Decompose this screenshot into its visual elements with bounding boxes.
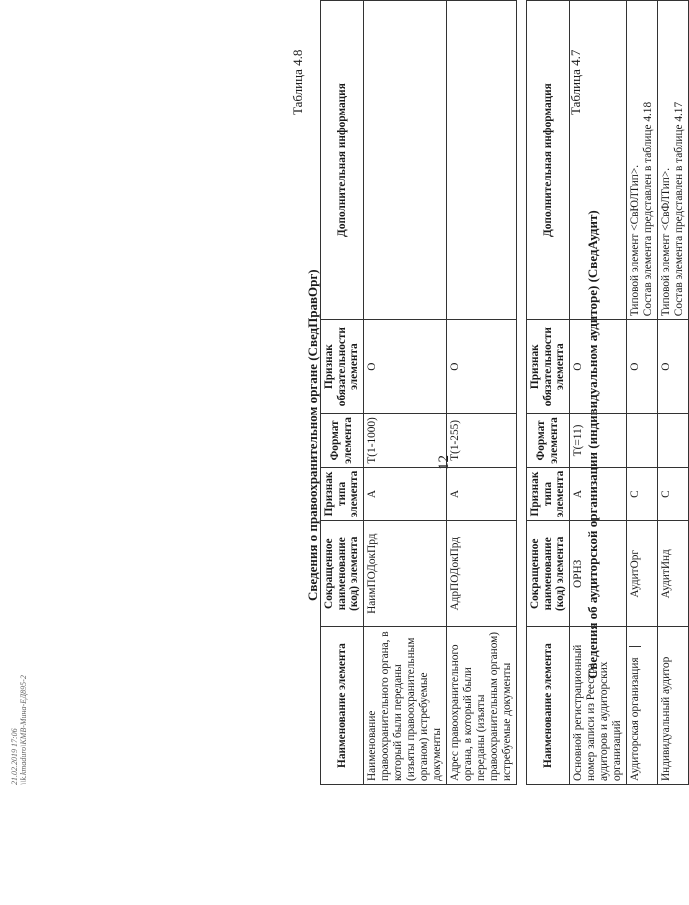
- cell-name-text: Аудиторская организация: [628, 657, 641, 781]
- cell-format: T(1-255): [446, 414, 516, 468]
- cell-required: О: [626, 320, 657, 414]
- table-label-4-8: Таблица 4.8: [290, 49, 305, 115]
- table-header-row: [321, 1, 364, 785]
- print-stamp-path: \\k.kmaduro\КМВ-Мина-ЕД895-2: [19, 675, 28, 785]
- header-code: Сокращенное наименование (код) элемента: [321, 521, 364, 627]
- cell-code: АудитОрг: [626, 521, 657, 627]
- cell-note: [657, 1, 688, 320]
- table-row: [657, 1, 688, 785]
- cell-format: [657, 414, 688, 468]
- header-format: Формат элемента: [527, 414, 570, 468]
- page-number: 12: [436, 455, 452, 470]
- table-title-4-7: Сведения об аудиторской организации (индивидуальном аудиторе) (СведАудит): [585, 210, 600, 679]
- cell-note: [446, 1, 516, 320]
- cell-name: [626, 627, 657, 785]
- cell-code: НаимПОДокПрд: [363, 521, 446, 627]
- note-line: Типовой элемент <СвФЛТип>.: [659, 167, 672, 317]
- header-note: Дополнительная информация: [321, 1, 364, 320]
- header-required: Признак обязательности элемента: [321, 320, 364, 414]
- table-label-4-7: Таблица 4.7: [568, 49, 583, 115]
- note-line: Состав элемента представлен в таблице 4.17: [672, 101, 685, 317]
- cell-required: О: [569, 320, 626, 414]
- cell-required: О: [446, 320, 516, 414]
- table-row: [569, 1, 626, 785]
- cell-name: Индивидуальный аудитор: [657, 627, 688, 785]
- table-row: [626, 1, 657, 785]
- cell-note: [569, 1, 626, 320]
- cell-code: ОРНЗ: [569, 521, 626, 627]
- header-type: Признак типа элемента: [527, 467, 570, 521]
- table-row: [363, 1, 446, 785]
- cell-code: АудитИнд: [657, 521, 688, 627]
- header-required: Признак обязательности элемента: [527, 320, 570, 414]
- header-format: Формат элемента: [321, 414, 364, 468]
- table-4-8: [320, 0, 517, 785]
- cell-code: АдрПОДокПрд: [446, 521, 516, 627]
- cell-format: T(=11): [569, 414, 626, 468]
- header-type: Признак типа элемента: [321, 467, 364, 521]
- cell-type: С: [657, 467, 688, 521]
- cell-required: О: [657, 320, 688, 414]
- text-cursor-mark: [629, 646, 641, 647]
- cell-name: Наименование правоохранительного органа, в который были переданы (изъяты правоохранительным органом) истребуемые документы: [363, 627, 446, 785]
- cell-type: А: [569, 467, 626, 521]
- cell-type: А: [446, 467, 516, 521]
- table-row: [446, 1, 516, 785]
- cell-name: Основной регистрационный номер записи из Реестра аудиторов и аудиторских организаций: [569, 627, 626, 785]
- cell-format: [626, 414, 657, 468]
- table-title-4-8: Сведения о правоохранительном органе (СведПравОрг): [305, 269, 320, 601]
- cell-type: А: [363, 467, 446, 521]
- header-code: Сокращенное наименование (код) элемента: [527, 521, 570, 627]
- header-name: Наименование элемента: [321, 627, 364, 785]
- print-stamp: [10, 675, 28, 785]
- note-line: Типовой элемент <СвЮЛТип>.: [628, 164, 641, 317]
- cell-name: Адрес правоохранительного органа, в который были переданы (изъяты правоохранительным органом) истребуемые документы: [446, 627, 516, 785]
- print-stamp-date: 21.02.2019 17:06: [10, 728, 19, 785]
- cell-format: T(1-1000): [363, 414, 446, 468]
- table-header-row: [527, 1, 570, 785]
- cell-note: [626, 1, 657, 320]
- cell-note: [363, 1, 446, 320]
- cell-required: О: [363, 320, 446, 414]
- header-note: Дополнительная информация: [527, 1, 570, 320]
- note-line: Состав элемента представлен в таблице 4.18: [641, 101, 654, 317]
- table-4-7: [526, 0, 689, 785]
- cell-type: С: [626, 467, 657, 521]
- header-name: Наименование элемента: [527, 627, 570, 785]
